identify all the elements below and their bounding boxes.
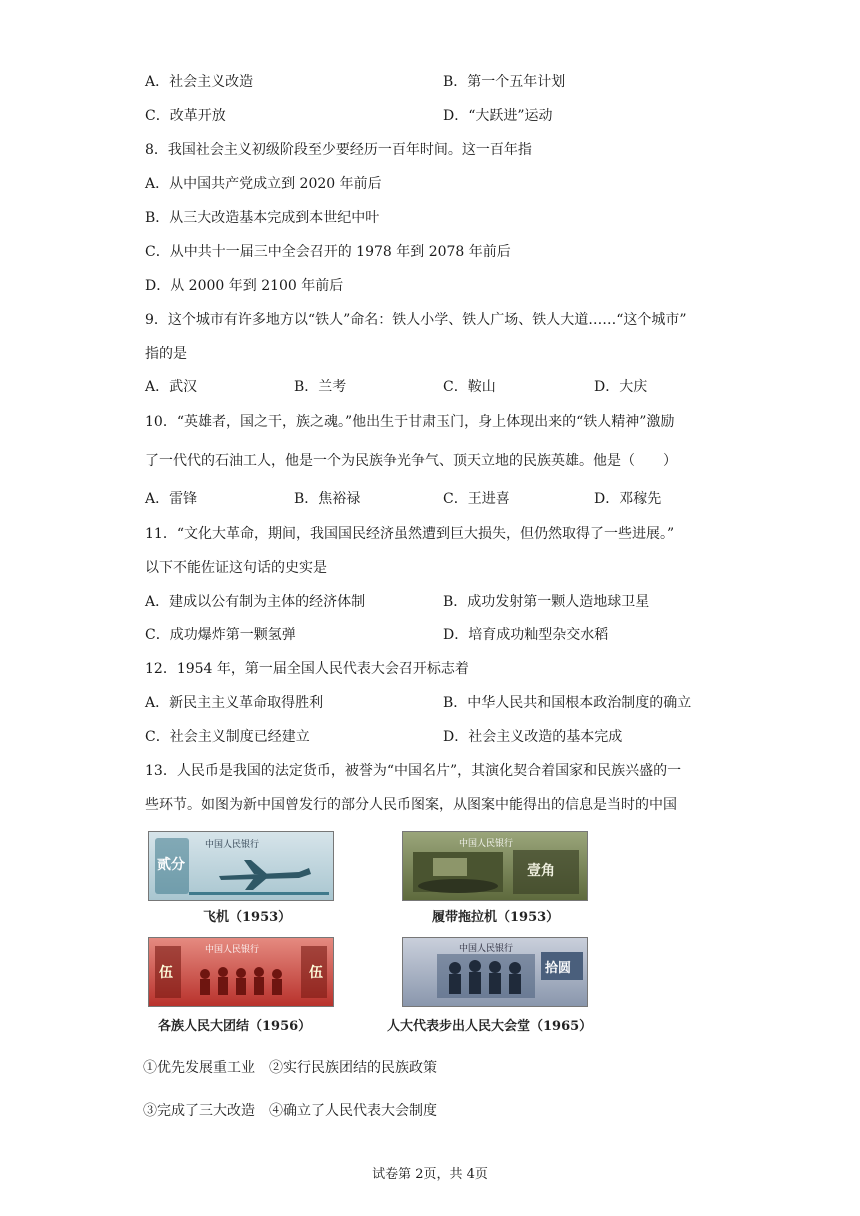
q12-option-a: A．新民主主义革命取得胜利 xyxy=(145,695,324,711)
banknote-tractor-denomination: 壹角 xyxy=(527,863,555,879)
q9-option-c: C．鞍山 xyxy=(443,379,496,395)
banknote-unity-bank: 中国人民银行 xyxy=(205,945,260,955)
q13-stem-line2: 些环节。如图为新中国曾发行的部分人民币图案，从图案中能得出的信息是当时的中国 xyxy=(145,797,677,813)
caption-airplane: 飞机（1953） xyxy=(203,910,292,925)
q11-stem-line2: 以下不能佐证这句话的史实是 xyxy=(145,560,327,576)
q7-option-c: C．改革开放 xyxy=(145,108,226,124)
q9-option-b: B．兰考 xyxy=(294,379,347,395)
q7-option-b: B．第一个五年计划 xyxy=(443,74,566,90)
q13-items-line1: ①优先发展重工业 ②实行民族团结的民族政策 xyxy=(143,1060,437,1076)
q12-option-c: C．社会主义制度已经建立 xyxy=(145,729,310,745)
q11-option-a: A．建成以公有制为主体的经济体制 xyxy=(145,594,366,610)
page-footer: 试卷第 2页，共 4页 xyxy=(372,1167,488,1182)
banknote-tractor-image xyxy=(402,831,588,901)
q9-stem-line2: 指的是 xyxy=(145,346,187,362)
q13-stem-line1: 13．人民币是我国的法定货币，被誉为“中国名片”，其演化契合着国家和民族兴盛的一 xyxy=(145,763,682,779)
tractor-icon xyxy=(403,832,588,901)
banknote-unity-image xyxy=(148,937,334,1007)
q9-option-a: A．武汉 xyxy=(145,379,198,395)
banknote-delegates-image xyxy=(402,937,588,1007)
banknote-airplane-bank: 中国人民银行 xyxy=(205,840,260,850)
banknote-unity-denomination-left: 伍 xyxy=(159,965,173,981)
banknote-unity-denomination-right: 伍 xyxy=(309,965,323,981)
q8-option-a: A．从中国共产党成立到 2020 年前后 xyxy=(145,176,382,192)
q11-option-d: D．培育成功籼型杂交水稻 xyxy=(443,627,609,643)
banknote-airplane-image xyxy=(148,831,334,901)
q10-stem-line2: 了一代代的石油工人，他是一个为民族争光争气、顶天立地的民族英雄。他是（ ） xyxy=(145,453,677,469)
q10-option-a: A．雷锋 xyxy=(145,491,198,507)
caption-delegates: 人大代表步出人民大会堂（1965） xyxy=(387,1019,593,1034)
banknote-airplane-denomination: 贰分 xyxy=(157,857,185,873)
q10-stem-line1: 10．“英雄者，国之干，族之魂。”他出生于甘肃玉门，身上体现出来的“铁人精神”激励 xyxy=(145,414,675,430)
airplane-icon xyxy=(149,832,334,901)
q9-option-d: D．大庆 xyxy=(594,379,648,395)
q11-option-b: B．成功发射第一颗人造地球卫星 xyxy=(443,594,650,610)
q8-stem: 8．我国社会主义初级阶段至少要经历一百年时间。这一百年指 xyxy=(145,142,532,158)
q8-option-d: D．从 2000 年到 2100 年前后 xyxy=(145,278,344,294)
banknote-delegates-denomination: 拾圆 xyxy=(545,961,572,976)
q7-option-a: A．社会主义改造 xyxy=(145,74,254,90)
banknote-delegates-bank: 中国人民银行 xyxy=(459,944,514,954)
caption-unity: 各族人民大团结（1956） xyxy=(158,1019,312,1034)
q10-option-c: C．王进喜 xyxy=(443,491,510,507)
caption-tractor: 履带拖拉机（1953） xyxy=(432,910,560,925)
q10-option-b: B．焦裕禄 xyxy=(294,491,361,507)
q12-option-d: D．社会主义改造的基本完成 xyxy=(443,729,623,745)
banknote-tractor-bank: 中国人民银行 xyxy=(459,839,514,849)
q12-option-b: B．中华人民共和国根本政治制度的确立 xyxy=(443,695,692,711)
q9-stem-line1: 9．这个城市有许多地方以“铁人”命名：铁人小学、铁人广场、铁人大道……“这个城市” xyxy=(145,312,687,328)
q8-option-b: B．从三大改造基本完成到本世纪中叶 xyxy=(145,210,380,226)
crowd-icon xyxy=(149,938,334,1007)
q11-stem-line1: 11．“文化大革命，期间，我国国民经济虽然遭到巨大损失，但仍然取得了一些进展。” xyxy=(145,526,675,542)
q7-option-d: D．“大跃进”运动 xyxy=(443,108,553,124)
q10-option-d: D．邓稼先 xyxy=(594,491,662,507)
q13-items-line2: ③完成了三大改造 ④确立了人民代表大会制度 xyxy=(143,1103,437,1119)
q12-stem: 12．1954 年，第一届全国人民代表大会召开标志着 xyxy=(145,661,469,677)
q8-option-c: C．从中共十一届三中全会召开的 1978 年到 2078 年前后 xyxy=(145,244,511,260)
q11-option-c: C．成功爆炸第一颗氢弹 xyxy=(145,627,296,643)
